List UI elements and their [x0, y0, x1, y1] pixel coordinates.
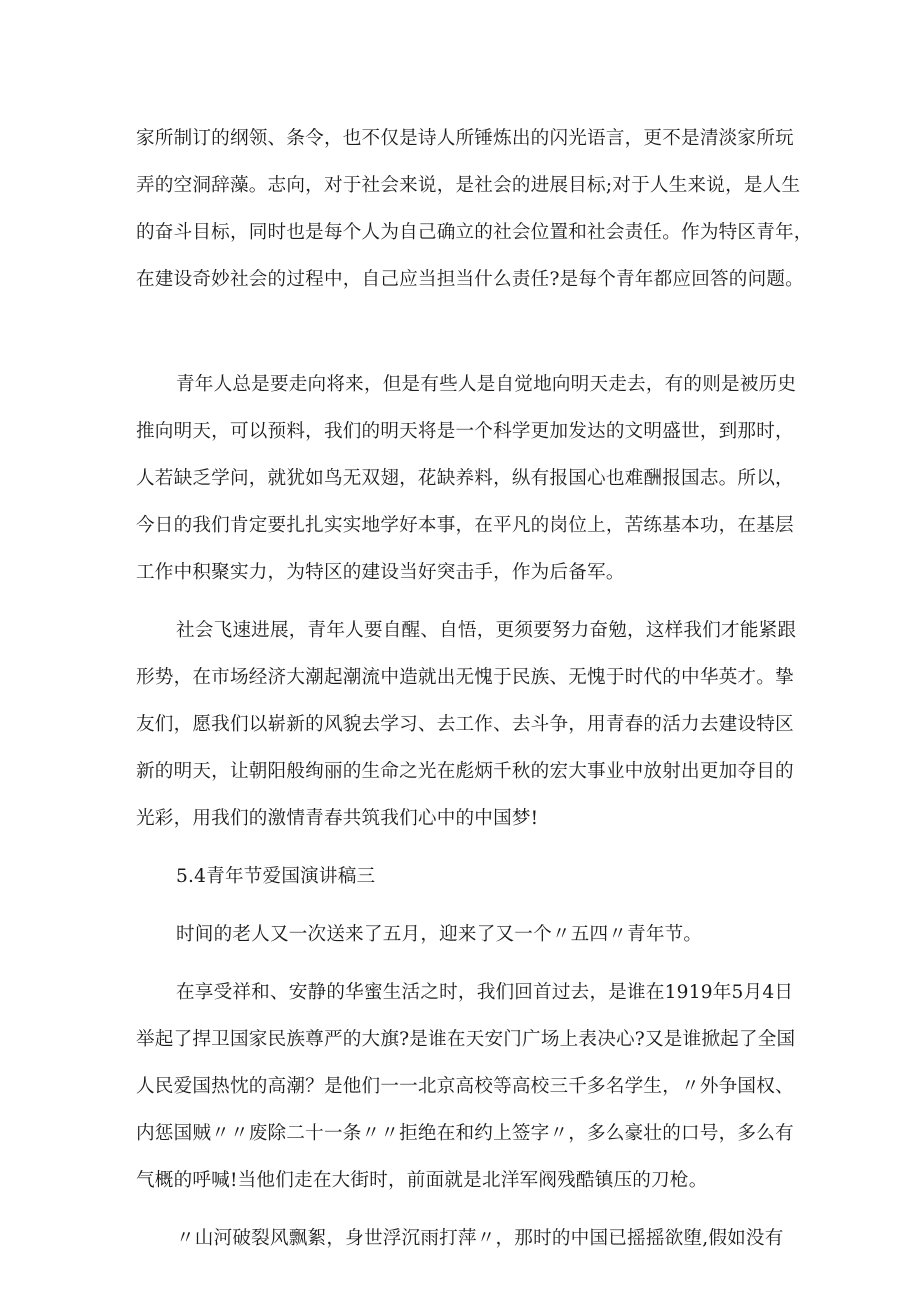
text-line: 形势，在市场经济大潮起潮流中造就出无愧于民族、无愧于时代的中华英才。挚	[136, 667, 794, 688]
text-line: 气概的呼喊!当他们走在大街时，前面就是北洋军阀残酷镇压的刀枪。	[136, 1170, 708, 1191]
text-line: 举起了捍卫国家民族尊严的大旗?是谁在天安门广场上表决心?又是谁掀起了全国	[136, 1029, 796, 1050]
text-line: 弄的空洞辞藻。志向，对于社会来说，是社会的进展目标;对于人生来说，是人生	[136, 175, 801, 196]
text-line: 人民爱国热忱的高潮？是他们一一北京高校等高校三千多名学生，〃外争国权、	[136, 1076, 794, 1097]
text-line: 光彩，用我们的激情青春共筑我们心中的中国梦!	[136, 808, 539, 829]
text-line: 时间的老人又一次送来了五月，迎来了又一个〃五四〃青年节。	[176, 924, 703, 945]
text-line: 社会飞速进展，青年人要自醒、自悟，更须要努力奋勉，这样我们才能紧跟	[176, 620, 797, 641]
section-heading: 5.4青年节爱国演讲稿三	[176, 866, 376, 887]
text-line: 在享受祥和、安静的华蜜生活之时，我们回首过去，是谁在1919年5月4日	[176, 982, 794, 1003]
text-line: 在建设奇妙社会的过程中，自己应当担当什么责任?是每个青年都应回答的问题。	[136, 269, 804, 290]
text-line: 工作中积聚实力，为特区的建设当好突击手，作为后备军。	[136, 562, 625, 583]
text-line: 的奋斗目标，同时也是每个人为自己确立的社会位置和社会责任。作为特区青年，	[136, 222, 813, 243]
text-line: 友们，愿我们以崭新的风貌去学习、去工作、去斗争，用青春的活力去建设特区	[136, 714, 794, 735]
text-line: 推向明天，可以预料，我们的明天将是一个科学更加发达的文明盛世，到那时，	[136, 421, 794, 442]
text-line: 内惩国贼〃〃废除二十一条〃〃拒绝在和约上签字〃，多么豪壮的口号，多么有	[136, 1123, 794, 1144]
text-line: 人若缺乏学问，就犹如鸟无双翅，花缺养料，纵有报国心也难酬报国志。所以，	[136, 468, 794, 489]
text-line: 青年人总是要走向将来，但是有些人是自觉地向明天走去，有的则是被历史	[176, 374, 797, 395]
text-line: 今日的我们肯定要扎扎实实地学好本事，在平凡的岗位上，苦练基本功，在基层	[136, 515, 794, 536]
text-line: 家所制订的纲领、条令，也不仅是诗人所锤炼出的闪光语言，更不是清淡家所玩	[136, 128, 794, 149]
text-line: 新的明天，让朝阳般绚丽的生命之光在彪炳千秋的宏大事业中放射出更加夺目的	[136, 761, 794, 782]
text-line: 〃山河破裂风飘絮，身世浮沉雨打萍〃，那时的中国已摇摇欲堕,假如没有	[176, 1228, 784, 1249]
